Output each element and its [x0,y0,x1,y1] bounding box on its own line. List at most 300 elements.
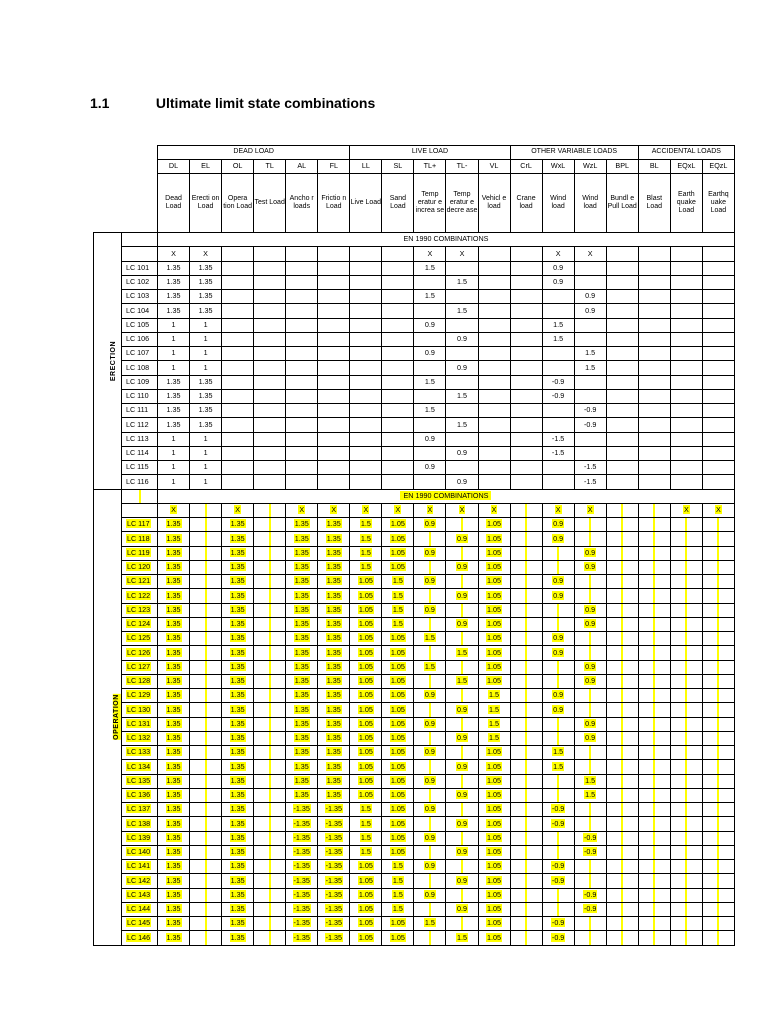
factor-cell [318,304,350,318]
factor-cell-value: 1.35 [230,590,245,600]
factor-cell [478,617,510,631]
load-case-id-value: LC 120 [127,562,151,572]
factor-cell: 0.9 [414,432,446,446]
factor-cell [222,931,254,945]
factor-cell [542,788,574,802]
load-abbr-ol: OL [222,160,254,174]
load-marker [222,247,254,262]
load-case-id: LC 110 [122,389,158,403]
factor-cell [478,603,510,617]
factor-cell [222,746,254,760]
factor-cell-value: 1.05 [390,690,405,700]
table-row [94,546,735,560]
factor-cell: 1.5 [574,361,606,375]
factor-cell [638,689,670,703]
load-case-id [122,888,158,902]
factor-cell [318,589,350,603]
load-marker-value: X [363,505,369,515]
load-desc-eqzl: Earthq uake Load [702,174,734,233]
factor-cell [446,717,478,731]
factor-cell-value: 1.35 [166,704,181,714]
factor-cell [158,746,190,760]
factor-cell [350,532,382,546]
factor-cell [638,347,670,361]
factor-cell [542,546,574,560]
table-row [94,603,735,617]
factor-cell-value: 1.35 [230,619,245,629]
factor-cell [382,931,414,945]
factor-cell-value: 0.9 [424,861,435,871]
load-marker [478,247,510,262]
load-marker [606,247,638,262]
factor-cell-value: 1.05 [390,818,405,828]
factor-cell-value: 1.5 [489,733,500,743]
load-case-id [122,575,158,589]
factor-cell: 0.9 [414,461,446,475]
factor-cell [478,831,510,845]
factor-cell-value: 1.35 [166,904,181,914]
factor-cell [702,931,734,945]
table-row [94,290,735,304]
factor-cell [670,546,702,560]
factor-cell [254,788,286,802]
factor-cell [382,461,414,475]
factor-cell [638,418,670,432]
factor-cell [510,746,542,760]
factor-cell [670,717,702,731]
factor-cell [286,931,318,945]
factor-cell [638,589,670,603]
factor-cell-value: 1.05 [487,604,502,614]
factor-cell [702,575,734,589]
section-label-text: ERECTION [110,341,118,382]
factor-cell [222,717,254,731]
factor-cell-value: 1.5 [360,818,371,828]
factor-cell [542,475,574,489]
factor-cell-value: 0.9 [553,519,564,529]
factor-cell [254,746,286,760]
factor-cell-value: 1.35 [294,519,309,529]
factor-cell [318,275,350,289]
factor-cell [638,518,670,532]
factor-cell [286,674,318,688]
factor-cell [286,347,318,361]
factor-cell [670,389,702,403]
factor-cell [222,375,254,389]
factor-cell [382,617,414,631]
factor-cell [542,418,574,432]
factor-cell [510,589,542,603]
load-abbr-tl: TL [254,160,286,174]
factor-cell [254,831,286,845]
factor-cell-value: 0.9 [456,875,467,885]
factor-cell [158,817,190,831]
factor-cell-value: 0.9 [585,619,596,629]
combination-label-text: EN 1990 COMBINATIONS [400,491,491,500]
factor-cell [702,347,734,361]
factor-cell [382,347,414,361]
factor-cell [542,845,574,859]
factor-cell [350,888,382,902]
factor-cell [286,746,318,760]
factor-cell [606,560,638,574]
factor-cell [350,603,382,617]
load-case-id [122,646,158,660]
factor-cell [158,931,190,945]
factor-cell: 1.35 [190,389,222,403]
factor-cell-value: 0.9 [424,690,435,700]
factor-cell-value: -1.35 [293,932,310,942]
factor-cell [350,931,382,945]
factor-cell [702,275,734,289]
load-case-id-value: LC 136 [127,790,151,800]
factor-cell [158,731,190,745]
factor-cell [350,375,382,389]
load-case-id-value: LC 117 [127,519,150,529]
factor-cell [382,532,414,546]
factor-cell-value: 1.35 [326,733,341,743]
factor-cell [702,375,734,389]
factor-cell [414,746,446,760]
factor-cell [350,703,382,717]
factor-cell [606,803,638,817]
factor-cell [254,332,286,346]
factor-cell-value: 0.9 [456,818,467,828]
factor-cell [638,731,670,745]
factor-cell [158,603,190,617]
factor-cell [222,389,254,403]
factor-cell [254,703,286,717]
load-case-id-value: LC 121 [127,576,151,586]
load-abbr-el: EL [190,160,222,174]
factor-cell [222,774,254,788]
factor-cell [510,632,542,646]
factor-cell [638,902,670,916]
factor-cell [286,617,318,631]
factor-cell [286,760,318,774]
factor-cell [542,831,574,845]
factor-cell [478,275,510,289]
factor-cell-value: 1.35 [326,647,341,657]
load-marker [702,247,734,262]
factor-cell-value: 1.35 [326,562,341,572]
factor-cell [574,617,606,631]
factor-cell [574,375,606,389]
factor-cell [222,432,254,446]
load-abbreviation-row [94,160,735,174]
factor-cell [190,731,222,745]
factor-cell [574,332,606,346]
factor-cell [414,475,446,489]
factor-cell [190,689,222,703]
factor-cell [254,389,286,403]
factor-cell-value: 1.35 [166,718,181,728]
factor-cell [254,731,286,745]
factor-cell-value: 1.35 [294,619,309,629]
factor-cell [478,689,510,703]
factor-cell-value: 1.5 [585,790,596,800]
load-case-id-value: LC 132 [127,733,151,743]
factor-cell [510,760,542,774]
factor-cell [542,931,574,945]
load-marker [510,503,542,518]
factor-cell [478,347,510,361]
factor-cell [254,760,286,774]
factor-cell [510,418,542,432]
factor-cell-value: 1.05 [487,904,502,914]
factor-cell [510,703,542,717]
factor-cell-value: 1.35 [166,918,181,928]
factor-cell [446,546,478,560]
factor-cell-value: 1.5 [392,590,403,600]
table-row [94,347,735,361]
load-abbr-tl: TL+ [414,160,446,174]
factor-cell [542,746,574,760]
factor-cell-value: 1.05 [358,633,373,643]
factor-cell-value: 0.9 [553,647,564,657]
factor-cell [574,660,606,674]
factor-cell [222,632,254,646]
factor-cell [158,902,190,916]
factor-cell-value: 1.05 [390,718,405,728]
factor-cell [542,674,574,688]
factor-cell-value: 1.05 [487,847,502,857]
factor-cell [702,518,734,532]
table-row [94,674,735,688]
factor-cell [414,589,446,603]
factor-cell-value: 1.35 [294,604,309,614]
factor-cell [414,304,446,318]
table-row [94,361,735,375]
factor-cell [446,703,478,717]
factor-cell [222,646,254,660]
factor-cell-value: -1.35 [325,875,342,885]
factor-cell [254,874,286,888]
load-desc-sl: Sand Load [382,174,414,233]
factor-cell [382,831,414,845]
load-abbr-tl: TL- [446,160,478,174]
factor-cell-value: 1.35 [230,818,245,828]
factor-cell [606,674,638,688]
factor-cell [510,917,542,931]
load-marker [382,247,414,262]
factor-cell [606,817,638,831]
factor-cell [254,632,286,646]
factor-cell-value: 1.35 [326,676,341,686]
load-marker: X [414,247,446,262]
factor-cell [510,817,542,831]
load-case-id: LC 105 [122,318,158,332]
factor-cell-value: 1.35 [294,633,309,643]
load-desc-dl: Dead Load [158,174,190,233]
factor-cell-value: 0.9 [424,576,435,586]
table-row [94,917,735,931]
factor-cell [670,703,702,717]
load-case-id [122,674,158,688]
factor-cell [446,674,478,688]
factor-cell [190,546,222,560]
factor-cell [350,674,382,688]
factor-cell [702,361,734,375]
factor-cell [670,902,702,916]
factor-cell [510,560,542,574]
factor-cell-value: 1.35 [326,604,341,614]
factor-cell-value: 1.35 [230,918,245,928]
load-marker-value: X [171,505,176,515]
factor-cell [158,803,190,817]
factor-cell [478,760,510,774]
load-case-id [122,803,158,817]
factor-cell [446,845,478,859]
factor-cell [670,304,702,318]
factor-cell-value: 1.35 [230,847,245,857]
factor-cell [446,318,478,332]
factor-cell [670,831,702,845]
factor-cell [222,831,254,845]
factor-cell-value: 1.35 [166,661,181,671]
combination-label-row [94,489,735,503]
load-case-id: LC 112 [122,418,158,432]
factor-cell [510,689,542,703]
factor-cell [606,917,638,931]
factor-cell-value: 0.9 [424,889,435,899]
table-row [94,389,735,403]
factor-cell-value: 1.35 [294,547,309,557]
factor-cell [670,318,702,332]
factor-cell [190,603,222,617]
load-case-id-value: LC 146 [127,932,151,942]
load-case-id-value: LC 128 [127,676,151,686]
factor-cell [542,361,574,375]
factor-cell [286,332,318,346]
factor-cell [350,689,382,703]
factor-cell [286,432,318,446]
factor-cell [382,817,414,831]
factor-cell-value: 1.35 [326,747,341,757]
factor-cell-value: 1.35 [230,661,245,671]
factor-cell [606,404,638,418]
factor-cell-value: 1.5 [360,547,371,557]
table-row [94,418,735,432]
factor-cell [254,546,286,560]
factor-cell-value: 1.05 [390,847,405,857]
factor-cell [702,532,734,546]
load-case-id: LC 108 [122,361,158,375]
factor-cell [446,803,478,817]
load-desc-tl: Temp eratur e decre ase [446,174,478,233]
factor-cell [606,831,638,845]
factor-cell-value: 0.9 [456,761,467,771]
load-case-id-value: LC 126 [127,647,151,657]
factor-cell [382,788,414,802]
factor-cell: 1.35 [190,304,222,318]
factor-cell-value: 1.5 [489,718,500,728]
factor-cell-value: -0.9 [551,804,565,814]
factor-cell [510,860,542,874]
factor-cell [542,560,574,574]
factor-cell [254,518,286,532]
factor-cell [574,746,606,760]
factor-cell [702,717,734,731]
load-desc-ll: Live Load [350,174,382,233]
factor-cell [606,290,638,304]
factor-cell [670,860,702,874]
load-case-id [122,731,158,745]
table-row [94,461,735,475]
factor-cell [574,931,606,945]
factor-cell [286,689,318,703]
factor-cell: 0.9 [574,304,606,318]
table-row [94,404,735,418]
factor-cell [606,788,638,802]
factor-cell-value: 0.9 [553,633,564,643]
factor-cell [638,803,670,817]
load-case-id [122,917,158,931]
factor-cell [382,902,414,916]
factor-cell [318,375,350,389]
factor-cell [158,760,190,774]
factor-cell-value: 1.35 [326,590,341,600]
factor-cell-value: 1.35 [294,576,309,586]
factor-cell [638,546,670,560]
factor-cell-value: 1.35 [166,932,181,942]
factor-cell [382,888,414,902]
factor-cell [254,532,286,546]
factor-cell [382,332,414,346]
factor-cell-value: 0.9 [456,790,467,800]
factor-cell [670,817,702,831]
factor-cell [638,845,670,859]
factor-cell [702,774,734,788]
factor-cell [382,717,414,731]
factor-cell [510,575,542,589]
table-row [94,261,735,275]
load-case-id [122,689,158,703]
table-row [94,931,735,945]
factor-cell-value: 1.35 [166,747,181,757]
factor-cell: 1.5 [414,404,446,418]
load-case-id-value: LC 131 [127,718,151,728]
factor-cell-value: -0.9 [551,932,565,942]
factor-cell [350,632,382,646]
factor-cell-value: 1.35 [294,718,309,728]
factor-cell [222,803,254,817]
factor-cell [510,902,542,916]
factor-cell [190,788,222,802]
factor-cell [478,703,510,717]
factor-cell: 1.35 [158,290,190,304]
factor-cell-value: -0.9 [551,861,565,871]
factor-cell [606,589,638,603]
load-marker [350,247,382,262]
factor-cell [702,617,734,631]
factor-cell [670,931,702,945]
factor-cell-value: 1.05 [487,790,502,800]
factor-cell [158,717,190,731]
load-marker [670,503,702,518]
load-marker-value: X [427,505,433,515]
factor-cell [574,589,606,603]
factor-cell [446,760,478,774]
factor-cell [286,418,318,432]
factor-cell [254,475,286,489]
load-abbr-vl: VL [478,160,510,174]
factor-cell-value: 1.35 [166,562,181,572]
factor-cell [446,774,478,788]
factor-cell-value: 1.05 [358,604,373,614]
factor-cell [318,788,350,802]
table-row [94,332,735,346]
